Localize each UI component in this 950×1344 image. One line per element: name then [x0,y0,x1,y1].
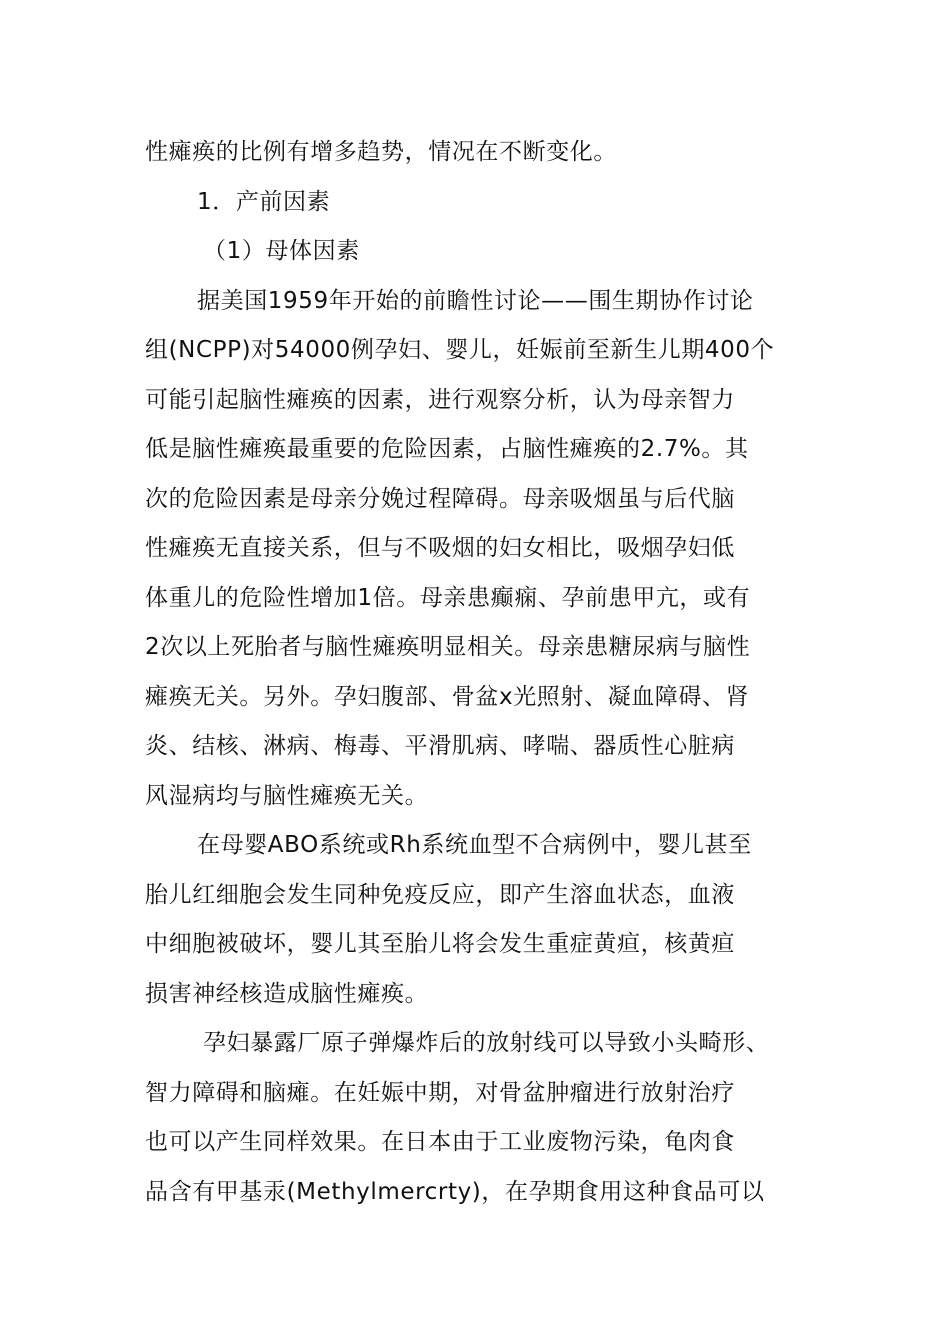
text-line: 性瘫痪的比例有增多趋势，情况在不断变化。 [145,139,617,165]
body-text [145,128,810,1217]
text-line: 体重儿的危险性增加1倍。母亲患癫痫、孕前患甲亢，或有 [145,584,751,611]
text-line: 风湿病均与脑性瘫痪无关。 [145,782,429,809]
text-line: 组(NCPP)对54000例孕妇、婴儿，妊娠前至新生儿期400个 [145,337,775,363]
text-line: 品含有甲基汞(Methylmercrty)，在孕期食用这种食品可以 [145,1178,765,1205]
subsection-heading: （1）母体因素 [203,238,360,264]
text-line: 次的危险因素是母亲分娩过程障碍。母亲吸烟虽与后代脑 [145,485,735,512]
text-line: 炎、结核、淋病、梅毒、平滑肌病、哮喘、器质性心脏病 [145,733,735,759]
text-line: 也可以产生同样效果。在日本由于工业废物污染，龟肉食 [145,1129,735,1155]
text-line: 损害神经核造成脑性瘫痪。 [145,980,429,1007]
paragraph-start: 孕妇暴露厂原子弹爆炸后的放射线可以导致小头畸形、 [203,1030,770,1056]
text-line: 性瘫痪无直接关系，但与不吸烟的妇女相比，吸烟孕妇低 [145,535,735,561]
paragraph-start: 在母婴ABO系统或Rh系统血型不合病例中，婴儿甚至 [197,832,752,858]
text-line: 可能引起脑性瘫痪的因素，进行观察分析，认为母亲智力 [145,386,735,413]
text-line: 低是脑性瘫痪最重要的危险因素，占脑性瘫痪的2.7%。其 [145,436,749,462]
text-line: 胎儿红细胞会发生同种免疫反应，即产生溶血状态，血液 [145,881,735,908]
section-heading: 1．产前因素 [197,188,331,215]
text-line: 中细胞被破坏，婴儿其至胎儿将会发生重症黄疸，核黄疸 [145,931,735,957]
text-line: 2次以上死胎者与脑性瘫痪明显相关。母亲患糖尿病与脑性 [145,634,751,660]
text-line: 智力障碍和脑瘫。在妊娠中期，对骨盆肿瘤进行放射治疗 [145,1079,735,1106]
text-line: 瘫痪无关。另外。孕妇腹部、骨盆x光照射、凝血障碍、肾 [145,683,750,710]
paragraph-start: 据美国1959年开始的前瞻性讨论——围生期协作讨论 [197,287,754,314]
